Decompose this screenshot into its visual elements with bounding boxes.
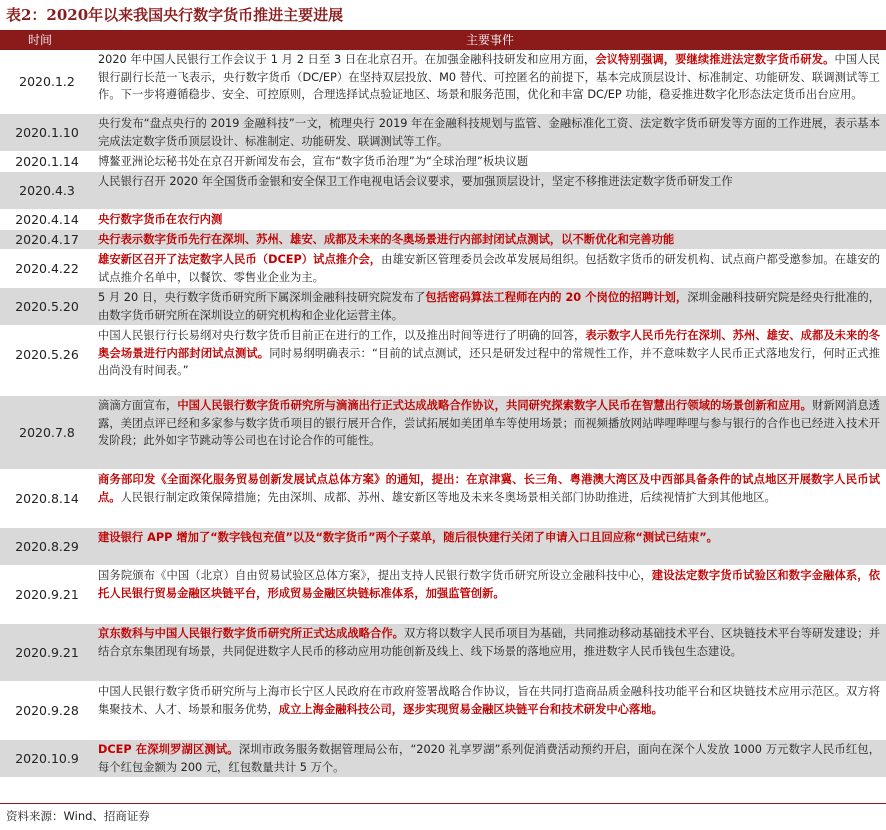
event-highlight: 成立上海金融科技公司，逐步实现贸易金融区块链平台和技术研发中心落地。 [278,702,663,716]
event-highlight: 表示数字人民币先行在深圳、苏州、雄安、成都及未来的冬奥会场景进行内部封闭试点测试。 [98,329,880,360]
event-text: 中国人民银行行长易纲对央行数字货币目前正在进行的工作，以及推出时间等进行了明确的回答， [98,329,586,342]
event-highlight: 包括密码算法工程师在内的 20 个岗位的招聘计划， [425,291,688,304]
table-row [0,566,886,624]
header-event: 主要事件 [465,33,514,47]
row-date: 2020.7.8 [19,425,75,440]
event-text: 2020 年中国人民银行工作会议于 1 月 2 日至 3 日在北京召开。在加强金融科技研发和应用方面， [98,53,596,66]
event-highlight: 建设银行 APP 增加了“数字钱包充值”以及“数字货币”两个子菜单，随后很快建行关闭了申请入口且回应称“测试已结束”。 [98,531,718,544]
row-event [94,566,886,623]
table-row [0,396,886,470]
row-event [94,50,886,113]
table-row [0,470,886,528]
event-text: 深圳市政务服务数据管理局公布，“2020 礼享罗湖”系列促消费活动预约开启，面向在深个人发放 1000 万元数字人民币红包，每个红包金额为 200 元，红包数量共计 5 万个。 [98,743,881,774]
row-date: 2020.5.26 [15,347,79,362]
event-highlight: 建设法定数字货币试验区和数字金融体系，依托人民银行贸易金融区块链平台，形成贸易金融区块链标准体系，加强监管创新。 [98,569,880,600]
row-date: 2020.8.14 [15,491,79,506]
row-event [94,624,886,681]
row-event [94,250,886,287]
table-header [0,30,886,50]
table-row [0,528,886,566]
event-text: 深圳金融科技研究院是经央行批准的，由数字货币研究所在深圳设立的研究机构和企业化运营主体。 [98,291,880,322]
row-event [94,288,886,325]
row-date: 2020.1.2 [19,74,75,89]
event-text: 人民银行召开 2020 年全国货币金银和安全保卫工作电视电话会议要求，要加强顶层设计，坚定不移推进法定数字货币研发工作 [98,175,733,188]
row-event [94,740,886,777]
table-row [0,250,886,288]
event-highlight: 央行数字货币在农行内测 [98,213,223,226]
row-event [94,396,886,469]
event-text: 财新网消息透露，美团点评已经和多家参与数字货币项目的银行展开合作，尝试拓展如美团单车等使用场景；而视频播放网站哔哩哔哩与参与银行的合作也已经进入技术开发阶段；此外如字节跳动等公司也在讨论合作的可能性。 [98,399,880,447]
footer-divider [0,803,886,804]
event-text: 由雄安新区管理委员会改革发展局组织。包括数字货币的研发机构、试点商户都受邀参加。在雄安的试点推介名单中，以餐饮、零售业企业为主。 [98,253,880,284]
table-row [0,624,886,682]
row-event [94,172,886,209]
event-text: 同时易纲明确表示：“目前的试点测试，还只是研发过程中的常规性工作，并不意味数字人民币正式落地发行，何时正式推出尚没有时间表。” [98,346,880,377]
row-date: 2020.9.28 [15,703,79,718]
table-row [0,152,886,172]
event-text: 国务院颁布《中国（北京）自由贸易试验区总体方案》，提出支持人民银行数字货币研究所设立金融科技中心， [98,569,652,582]
table-row [0,740,886,778]
header-date: 时间 [28,33,53,47]
event-text: 中国人民银行数字货币研究所与上海市长宁区人民政府在市政府签署战略合作协议，旨在共同打造商品质金融科技功能平台和区块链技术应用示范区。双方将集聚技术、人才、场景和服务优势， [98,685,880,716]
table-row [0,682,886,740]
row-date: 2020.4.22 [15,261,79,276]
row-date: 2020.1.14 [15,154,79,169]
event-highlight: 雄安新区召开了法定数字人民币（DCEP）试点推介会， [98,253,382,266]
event-text: 博鳌亚洲论坛秘书处在京召开新闻发布会，宣布“数字货币治理”为“全球治理”板块议题 [98,155,529,168]
event-highlight: 京东数科与中国人民银行数字货币研究所正式达成战略合作。 [98,627,405,640]
event-text: 5 月 20 日，央行数字货币研究所下属深圳金融科技研究院发布了 [98,291,426,304]
row-event [94,210,886,229]
event-text: 双方将以数字人民币项目为基础，共同推动移动基础技术平台、区块链技术平台等研发建设；并结合京东集团现有场景，共同促进数字人民币的移动应用功能创新及线上、线下场景的落地应用，推进数字人民币钱包生态建设。 [98,627,880,658]
table-gap [0,384,886,396]
row-date: 2020.10.9 [15,751,79,766]
event-highlight: 央行表示数字货币先行在深圳、苏州、雄安、成都及未来的冬奥场景进行内部封闭试点测试，以不断优化和完善功能 [98,233,675,246]
table-body [0,50,886,778]
row-date: 2020.1.10 [15,125,79,140]
row-event [94,682,886,739]
table-title: 表2：2020年以来我国央行数字货币推进主要进展 [6,6,344,24]
row-event [94,528,886,565]
event-highlight: 商务部印发《全面深化服务贸易创新发展试点总体方案》的通知，提出：在京津冀、长三角、粤港澳大湾区及中西部具备条件的试点地区开展数字人民币试点。 [98,473,880,504]
row-date: 2020.4.17 [15,232,79,247]
row-date: 2020.8.29 [15,539,79,554]
table-row [0,50,886,114]
event-highlight: 中国人民银行数字货币研究所与滴滴出行正式达成战略合作协议，共同研究探索数字人民币在智慧出行领域的场景创新和应用。 [177,399,813,412]
row-date: 2020.5.20 [15,299,79,314]
table-row [0,114,886,152]
source-note: 资料来源：Wind、招商证券 [6,809,150,823]
row-event [94,326,886,383]
table-row [0,288,886,326]
event-highlight: DCEP 在深圳罗湖区测试。 [98,743,239,756]
table-row [0,326,886,384]
table-row [0,172,886,210]
event-text: 央行发布“盘点央行的 2019 金融科技”一文，梳理央行 2019 年在金融科技规划与监管、金融标准化工资、法定数字货币研发等方面的工作进展，表示基本完成法定数字货币顶层设计、标准制定、功能研发、联调测试等工作。 [98,117,880,148]
row-event [94,470,886,527]
row-event [94,230,886,249]
table-row [0,230,886,250]
event-text: 滴滴方面宣布， [98,399,178,412]
row-event [94,152,886,171]
event-text: 人民银行制定政策保障措施；先由深圳、成都、苏州、雄安新区等地及未来冬奥场景相关部门协助推进，后续视情扩大到其他地区。 [120,490,776,504]
row-date: 2020.4.14 [15,212,79,227]
row-event [94,114,886,151]
event-text: 中国人民银行副行长范一飞表示，央行数字货币（DC/EP）在坚持双层投放、M0 替代、可控匿名的前提下，基本完成顶层设计、标准制定、功能研发、联调测试等工作。下一步将遵循稳步、安全、可控原则，合理选择试点验证地区、场景和服务范围，优化和丰富 DC/EP 功能，稳妥推进数字化形态法定货币出台应用。 [98,53,880,101]
row-date: 2020.9.21 [15,587,79,602]
row-date: 2020.4.3 [19,183,75,198]
event-highlight: 会议特别强调，要继续推进法定数字货币研发。 [595,53,835,66]
table-row [0,210,886,230]
row-date: 2020.9.21 [15,645,79,660]
